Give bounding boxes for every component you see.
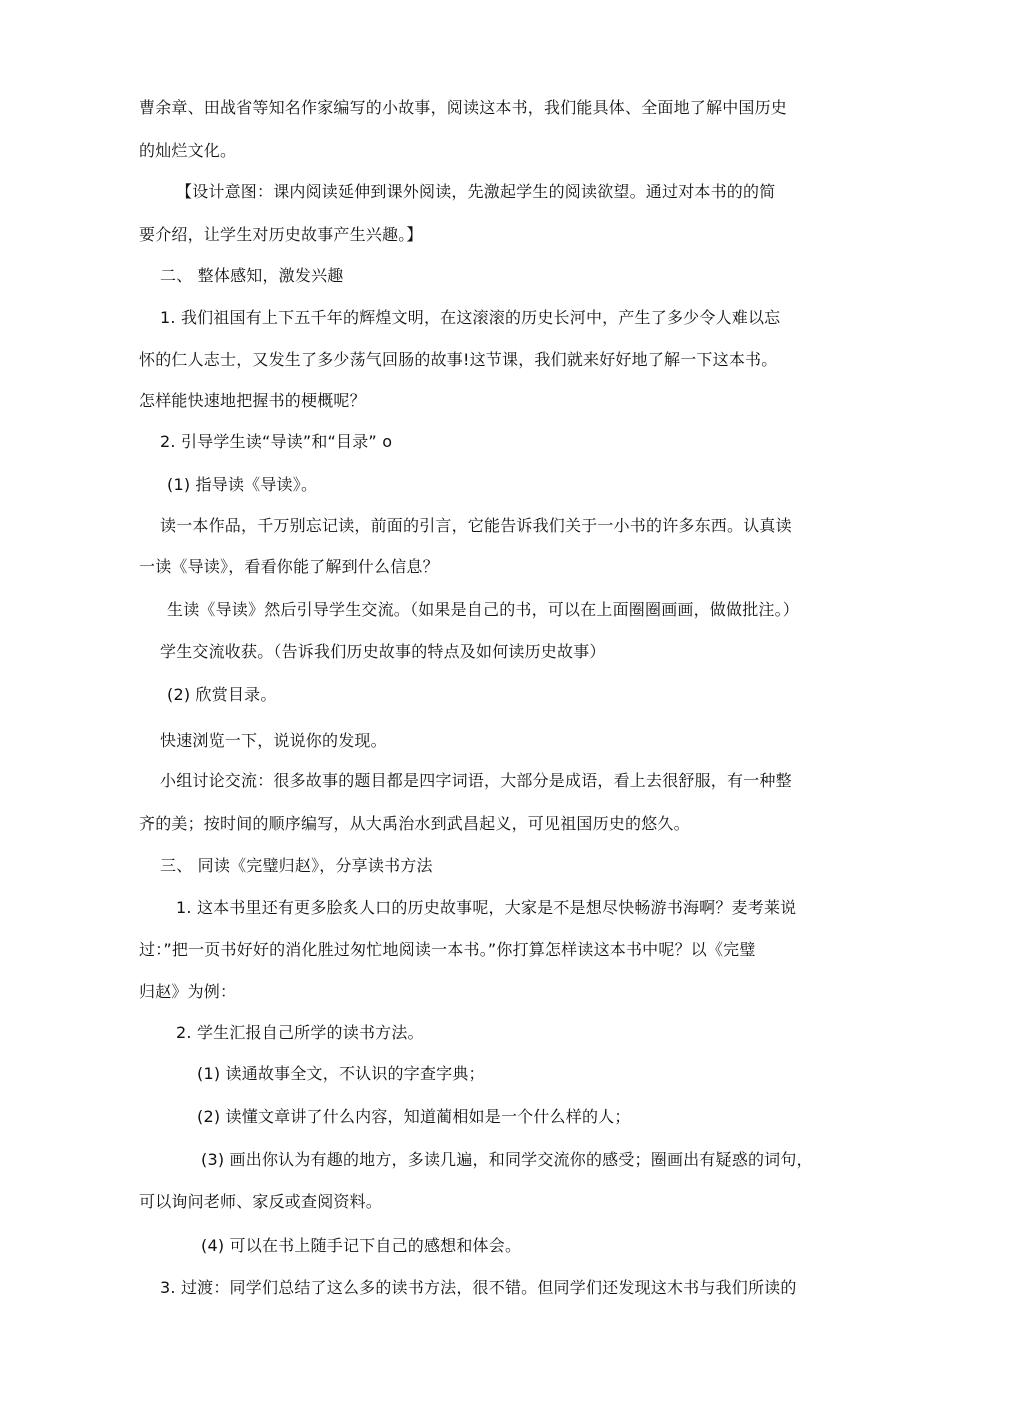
- text-line: 可以询问老师、家反或查阅资料。: [139, 1192, 383, 1211]
- text-line: 生读《导读》然后引导学生交流。（如果是自己的书，可以在上面圈圈画画，做做批注。）: [167, 600, 800, 619]
- text-line: 齐的美；按时间的顺序编写，从大禹治水到武昌起义，可见祖国历史的悠久。: [139, 814, 690, 833]
- section-heading: 二、 整体感知，激发兴趣: [160, 266, 344, 285]
- list-item: (2) 读懂文章讲了什么内容，知道蔺相如是一个什么样的人；: [197, 1107, 631, 1126]
- text-line: (1) 指导读《导读》。: [167, 475, 318, 494]
- section-heading: 三、 同读《完璧归赵》，分享读书方法: [160, 856, 433, 875]
- list-item: (4) 可以在书上随手记下自己的感想和体会。: [201, 1236, 522, 1255]
- text-line: (2) 欣赏目录。: [167, 685, 277, 704]
- text-line: 学生交流收获。（告诉我们历史故事的特点及如何读历史故事）: [160, 642, 606, 661]
- text-line: 一读《导读》，看看你能了解到什么信息？: [139, 557, 439, 576]
- text-line: 读一本作品，千万别忘记读，前面的引言，它能告诉我们关于一小书的许多东西。认真读: [160, 516, 792, 535]
- list-item: (3) 画出你认为有趣的地方，多读几遍，和同学交流你的感受；圈画出有疑惑的词句，: [201, 1150, 813, 1169]
- text-line: 过：”把一页书好好的消化胜过匆忙地阅读一本书。”你打算怎样读这本书中呢？以《完璧: [139, 940, 756, 959]
- text-line: 怀的仁人志士，又发生了多少荡气回肠的故事!这节课，我们就来好好地了解一下这本书。: [139, 350, 778, 369]
- text-line: 2. 学生汇报自己所学的读书方法。: [176, 1023, 424, 1042]
- text-line: 归赵》为例：: [139, 982, 237, 1001]
- text-line: 的灿烂文化。: [139, 141, 237, 160]
- text-line: 【设计意图：课内阅读延伸到课外阅读，先激起学生的阅读欲望。通过对本书的的简: [176, 182, 776, 201]
- text-line: 快速浏览一下，说说你的发现。: [160, 731, 387, 750]
- text-line: 曹余章、田战省等知名作家编写的小故事，阅读这本书，我们能具体、全面地了解中国历史: [139, 98, 788, 117]
- text-line: 3. 过渡：同学们总结了这么多的读书方法，很不错。但同学们还发现这木书与我们所读的: [160, 1278, 797, 1297]
- text-line: 1. 我们祖国有上下五千年的辉煌文明，在这滚滚的历史长河中，产生了多少令人难以忘: [160, 308, 781, 327]
- text-line: 1. 这本书里还有更多脍炙人口的历史故事呢，大家是不是想尽快畅游书海啊？麦考莱说: [176, 898, 797, 917]
- text-line: 小组讨论交流：很多故事的题目都是四字词语，大部分是成语，看上去很舒服，有一种整: [160, 771, 792, 790]
- text-line: 要介绍，让学生对历史故事产生兴趣。】: [139, 225, 423, 244]
- list-item: (1) 读通故事全文，不认识的字查字典；: [197, 1064, 485, 1083]
- text-line: 怎样能快速地把握书的梗概呢？: [139, 391, 366, 410]
- text-line: 2. 引导学生读“导读”和“目录” o: [160, 432, 393, 451]
